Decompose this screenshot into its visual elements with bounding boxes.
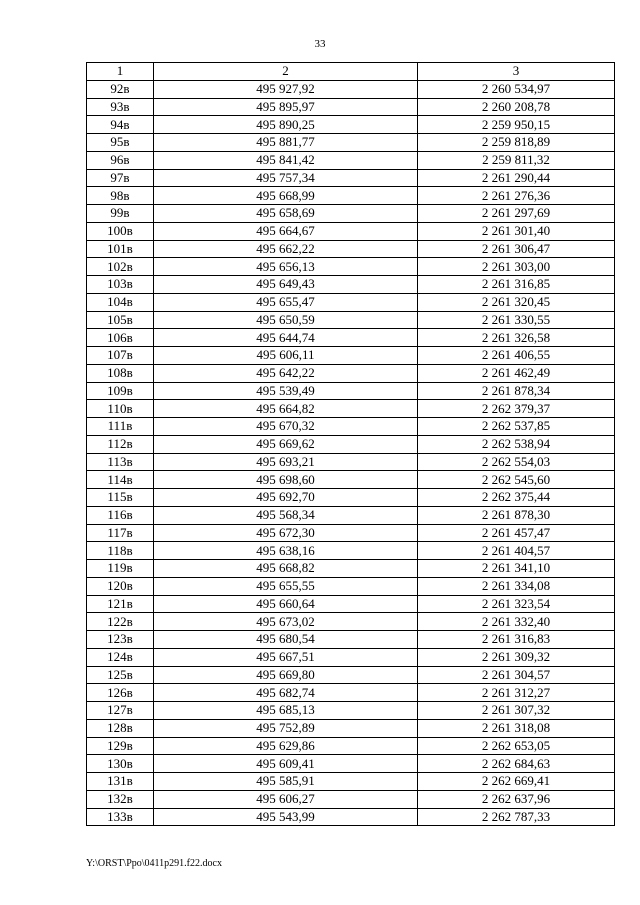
table-cell: 116в <box>87 506 154 524</box>
table-cell: 495 895,97 <box>154 98 418 116</box>
table-row <box>87 80 615 98</box>
table-cell: 127в <box>87 702 154 720</box>
table-cell: 2 260 534,97 <box>418 80 615 98</box>
table-cell: 495 757,34 <box>154 169 418 187</box>
table-row <box>87 435 615 453</box>
table-cell: 495 685,13 <box>154 702 418 720</box>
table-cell: 95в <box>87 134 154 152</box>
table-cell: 104в <box>87 293 154 311</box>
table-row <box>87 418 615 436</box>
table-cell: 2 261 318,08 <box>418 719 615 737</box>
table-cell: 495 539,49 <box>154 382 418 400</box>
table-cell: 2 261 462,49 <box>418 364 615 382</box>
table-cell: 495 662,22 <box>154 240 418 258</box>
table-cell: 2 261 309,32 <box>418 648 615 666</box>
table-cell: 2 261 290,44 <box>418 169 615 187</box>
table-cell: 2 261 334,08 <box>418 577 615 595</box>
table-row <box>87 222 615 240</box>
table-row <box>87 489 615 507</box>
table-cell: 132в <box>87 790 154 808</box>
table-cell: 119в <box>87 560 154 578</box>
table-row <box>87 134 615 152</box>
table-cell: 133в <box>87 808 154 826</box>
table-cell: 495 660,64 <box>154 595 418 613</box>
table-cell: 2 261 301,40 <box>418 222 615 240</box>
table-row <box>87 205 615 223</box>
table-row <box>87 595 615 613</box>
table-cell: 2 261 878,34 <box>418 382 615 400</box>
table-cell: 495 658,69 <box>154 205 418 223</box>
table-cell: 2 259 811,32 <box>418 151 615 169</box>
table-cell: 112в <box>87 435 154 453</box>
table-row <box>87 719 615 737</box>
table-cell: 495 656,13 <box>154 258 418 276</box>
table-cell: 121в <box>87 595 154 613</box>
table-cell: 495 672,30 <box>154 524 418 542</box>
table-cell: 2 262 554,03 <box>418 453 615 471</box>
table-cell: 2 261 320,45 <box>418 293 615 311</box>
table-cell: 495 649,43 <box>154 276 418 294</box>
table-cell: 495 629,86 <box>154 737 418 755</box>
table-cell: 495 606,27 <box>154 790 418 808</box>
table-row <box>87 258 615 276</box>
table-row <box>87 755 615 773</box>
table-cell: 495 680,54 <box>154 631 418 649</box>
table-cell: 2 261 330,55 <box>418 311 615 329</box>
table-cell: 495 669,62 <box>154 435 418 453</box>
table-row <box>87 471 615 489</box>
table-cell: 111в <box>87 418 154 436</box>
table-cell: 99в <box>87 205 154 223</box>
table-cell: 2 261 323,54 <box>418 595 615 613</box>
table-row <box>87 666 615 684</box>
table-cell: 94в <box>87 116 154 134</box>
table-row <box>87 542 615 560</box>
table-cell: 2 262 537,85 <box>418 418 615 436</box>
table-cell: 495 881,77 <box>154 134 418 152</box>
table-cell: 495 655,55 <box>154 577 418 595</box>
table-row <box>87 737 615 755</box>
table-cell: 2 259 950,15 <box>418 116 615 134</box>
table-cell: 108в <box>87 364 154 382</box>
table-cell: 495 543,99 <box>154 808 418 826</box>
table-cell: 495 642,22 <box>154 364 418 382</box>
table-cell: 98в <box>87 187 154 205</box>
table-cell: 102в <box>87 258 154 276</box>
table-header-row <box>87 63 615 81</box>
table-cell: 123в <box>87 631 154 649</box>
table-cell: 495 670,32 <box>154 418 418 436</box>
table-row <box>87 98 615 116</box>
table-cell: 2 261 312,27 <box>418 684 615 702</box>
table-row <box>87 400 615 418</box>
table-cell: 2 261 303,00 <box>418 258 615 276</box>
table-header <box>87 63 615 81</box>
table-row <box>87 702 615 720</box>
table-cell: 131в <box>87 773 154 791</box>
table-row <box>87 560 615 578</box>
table-cell: 118в <box>87 542 154 560</box>
table-cell: 122в <box>87 613 154 631</box>
table-cell: 495 669,80 <box>154 666 418 684</box>
table-cell: 92в <box>87 80 154 98</box>
table-row <box>87 631 615 649</box>
table-cell: 495 667,51 <box>154 648 418 666</box>
table-cell: 130в <box>87 755 154 773</box>
table-cell: 2 262 684,63 <box>418 755 615 773</box>
table-cell: 495 609,41 <box>154 755 418 773</box>
table-cell: 495 841,42 <box>154 151 418 169</box>
table-row <box>87 453 615 471</box>
table-row <box>87 684 615 702</box>
table-cell: 495 693,21 <box>154 453 418 471</box>
table-row <box>87 311 615 329</box>
table-cell: 2 260 208,78 <box>418 98 615 116</box>
table-cell: 105в <box>87 311 154 329</box>
table-cell: 495 673,02 <box>154 613 418 631</box>
table-body <box>87 80 615 826</box>
table-cell: 129в <box>87 737 154 755</box>
footer-file-path: Y:\ORST\Ppo\0411p291.f22.docx <box>86 858 222 869</box>
table-cell: 110в <box>87 400 154 418</box>
table-cell: 495 664,82 <box>154 400 418 418</box>
table-header-cell: 3 <box>418 63 615 81</box>
table-cell: 495 927,92 <box>154 80 418 98</box>
coordinates-table <box>86 62 615 826</box>
table-cell: 117в <box>87 524 154 542</box>
table-cell: 2 261 304,57 <box>418 666 615 684</box>
table-row <box>87 577 615 595</box>
table-cell: 96в <box>87 151 154 169</box>
table-cell: 120в <box>87 577 154 595</box>
table-cell: 2 261 307,32 <box>418 702 615 720</box>
table-cell: 495 692,70 <box>154 489 418 507</box>
table-cell: 2 262 669,41 <box>418 773 615 791</box>
table-cell: 2 262 375,44 <box>418 489 615 507</box>
table-row <box>87 347 615 365</box>
table-cell: 2 261 326,58 <box>418 329 615 347</box>
table-cell: 109в <box>87 382 154 400</box>
table-cell: 100в <box>87 222 154 240</box>
table-cell: 106в <box>87 329 154 347</box>
table-cell: 101в <box>87 240 154 258</box>
table-cell: 2 262 653,05 <box>418 737 615 755</box>
table-row <box>87 169 615 187</box>
table-cell: 107в <box>87 347 154 365</box>
table-header-cell: 1 <box>87 63 154 81</box>
table-row <box>87 773 615 791</box>
page-number: 33 <box>314 38 326 50</box>
table-cell: 495 668,99 <box>154 187 418 205</box>
table-cell: 495 698,60 <box>154 471 418 489</box>
table-cell: 495 650,59 <box>154 311 418 329</box>
table-cell: 2 261 306,47 <box>418 240 615 258</box>
table-cell: 2 261 276,36 <box>418 187 615 205</box>
table-row <box>87 790 615 808</box>
table-cell: 128в <box>87 719 154 737</box>
table-cell: 495 664,67 <box>154 222 418 240</box>
table-cell: 495 638,16 <box>154 542 418 560</box>
table-cell: 495 655,47 <box>154 293 418 311</box>
table-cell: 2 262 545,60 <box>418 471 615 489</box>
table-cell: 495 752,89 <box>154 719 418 737</box>
table-cell: 2 261 457,47 <box>418 524 615 542</box>
table-cell: 103в <box>87 276 154 294</box>
table-cell: 2 261 297,69 <box>418 205 615 223</box>
table-row <box>87 808 615 826</box>
table-row <box>87 293 615 311</box>
table-cell: 125в <box>87 666 154 684</box>
table-cell: 93в <box>87 98 154 116</box>
table-cell: 2 259 818,89 <box>418 134 615 152</box>
table-cell: 2 262 379,37 <box>418 400 615 418</box>
table-row <box>87 329 615 347</box>
table-cell: 2 261 316,85 <box>418 276 615 294</box>
table-cell: 2 261 404,57 <box>418 542 615 560</box>
table-row <box>87 524 615 542</box>
table-row <box>87 276 615 294</box>
table-cell: 2 262 787,33 <box>418 808 615 826</box>
table-cell: 495 668,82 <box>154 560 418 578</box>
table-row <box>87 613 615 631</box>
table-cell: 2 261 316,83 <box>418 631 615 649</box>
table-cell: 2 261 332,40 <box>418 613 615 631</box>
table-cell: 495 606,11 <box>154 347 418 365</box>
table-cell: 2 262 538,94 <box>418 435 615 453</box>
table-cell: 124в <box>87 648 154 666</box>
table-row <box>87 648 615 666</box>
table-row <box>87 364 615 382</box>
table-row <box>87 506 615 524</box>
table-cell: 495 890,25 <box>154 116 418 134</box>
table-cell: 97в <box>87 169 154 187</box>
table-header-cell: 2 <box>154 63 418 81</box>
table-cell: 113в <box>87 453 154 471</box>
table-cell: 114в <box>87 471 154 489</box>
table-row <box>87 187 615 205</box>
table-row <box>87 116 615 134</box>
table-cell: 2 261 341,10 <box>418 560 615 578</box>
table-cell: 495 585,91 <box>154 773 418 791</box>
table-cell: 126в <box>87 684 154 702</box>
table-cell: 495 682,74 <box>154 684 418 702</box>
table-cell: 2 261 406,55 <box>418 347 615 365</box>
table-row <box>87 382 615 400</box>
table-cell: 115в <box>87 489 154 507</box>
table-row <box>87 240 615 258</box>
table-cell: 495 644,74 <box>154 329 418 347</box>
table-cell: 2 262 637,96 <box>418 790 615 808</box>
table-cell: 495 568,34 <box>154 506 418 524</box>
table-row <box>87 151 615 169</box>
table-cell: 2 261 878,30 <box>418 506 615 524</box>
